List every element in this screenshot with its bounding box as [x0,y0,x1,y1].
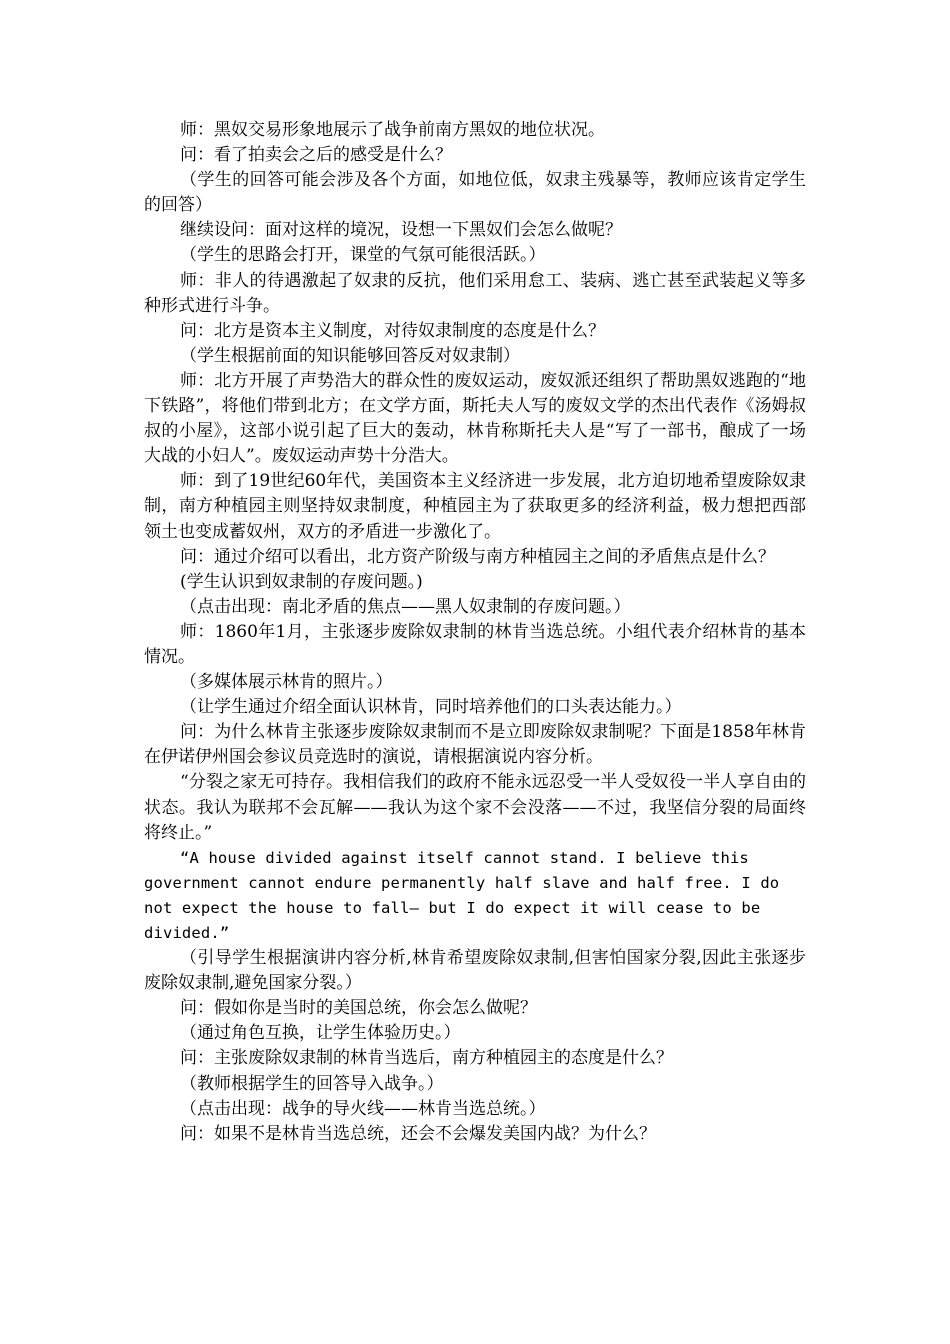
quote-english: “A house divided against itself cannot stand. I believe this government cannot endure permanently half slave and half free. I do not expect the house to fall— but I do expect it will cease to be divided.” [144,848,780,942]
paragraph: 师：1860年1月，主张逐步废除奴隶制的林肯当选总统。小组代表介绍林肯的基本情况。 [144,621,806,667]
paragraph: 问：主张废除奴隶制的林肯当选后，南方种植园主的态度是什么？ [180,1048,673,1069]
paragraph: （让学生通过介绍全面认识林肯，同时培养他们的口头表达能力。） [180,697,682,718]
paragraph: 问：假如你是当时的美国总统，你会怎么做呢？ [180,998,537,1019]
paragraph: 问：为什么林肯主张逐步废除奴隶制而不是立即废除奴隶制呢？下面是1858年林肯在伊诺伊州国会参议员竞选时的演说，请根据演说内容分析。 [144,722,806,768]
paragraph: （学生的思路会打开，课堂的气氛可能很活跃。） [180,245,546,266]
paragraph: 师：黑奴交易形象地展示了战争前南方黑奴的地位状况。 [180,120,605,140]
quote-chinese: “分裂之家无可持存。我相信我们的政府不能永远忍受一半人受奴役一半人享自由的状态。我认为联邦不会瓦解——我认为这个家不会没落——不过，我坚信分裂的局面终将终止。” [144,772,806,843]
paragraph: 问：如果不是林肯当选总统，还会不会爆发美国内战？为什么？ [180,1123,656,1144]
paragraph: （多媒体展示林肯的照片。） [180,672,393,693]
paragraph: 师：非人的待遇激起了奴隶的反抗，他们采用怠工、装病、逃亡甚至武装起义等多种形式进行斗争。 [144,270,806,316]
paragraph: 师：北方开展了声势浩大的群众性的废奴运动，废奴派还组织了帮助黑奴逃跑的“地下铁路”，将他们带到北方；在文学方面，斯托夫人写的废奴文学的杰出代表作《汤姆叔叔的小屋》，这部小说引起了巨大的轰动，林肯称斯托夫人是“写了一部书，酿成了一场大战的小妇人”。废奴运动声势十分浩大。 [144,370,806,467]
paragraph: （点击出现：南北矛盾的焦点——黑人奴隶制的存废问题。） [180,596,631,617]
paragraph: （引导学生根据演讲内容分析,林肯希望废除奴隶制,但害怕国家分裂,因此主张逐步废除奴隶制,避免国家分裂。） [144,948,806,994]
paragraph: （教师根据学生的回答导入战争。） [180,1073,444,1094]
paragraph: 问：看了拍卖会之后的感受是什么？ [180,145,452,166]
paragraph: （学生的回答可能会涉及各个方面，如地位低，奴隶主残暴等，教师应该肯定学生的回答） [144,170,806,216]
paragraph: 问：通过介绍可以看出，北方资产阶级与南方种植园主之间的矛盾焦点是什么？ [180,546,775,567]
paragraph: （学生根据前面的知识能够回答反对奴隶制） [180,345,520,366]
paragraph: 问：北方是资本主义制度，对待奴隶制度的态度是什么？ [180,320,605,341]
paragraph: 继续设问：面对这样的境况，设想一下黑奴们会怎么做呢？ [180,220,622,241]
paragraph: 师：到了19世纪60年代，美国资本主义经济进一步发展，北方迫切地希望废除奴隶制，南方种植园主则坚持奴隶制度，种植园主为了获取更多的经济利益，极力想把西部领土也变成蓄奴州，双方的矛盾进一步激化了。 [144,471,806,542]
paragraph: (学生认识到奴隶制的存废问题。) [180,571,423,592]
paragraph: （通过角色互换，让学生体验历史。） [180,1023,461,1044]
paragraph: （点击出现：战争的导火线——林肯当选总统。） [180,1098,546,1119]
document-body [144,118,806,1147]
